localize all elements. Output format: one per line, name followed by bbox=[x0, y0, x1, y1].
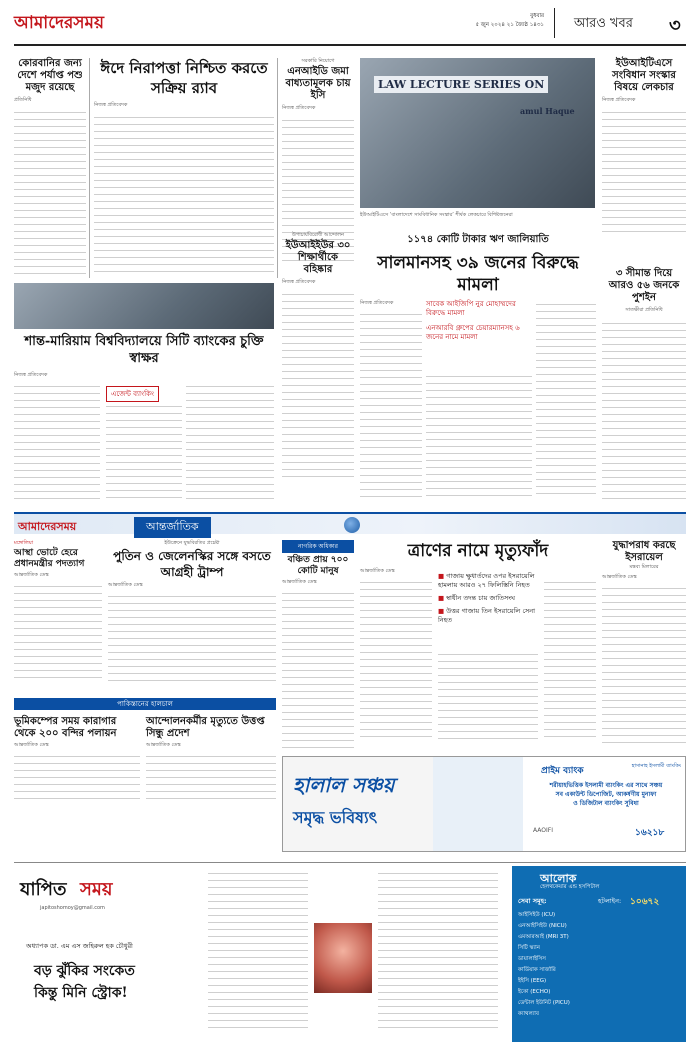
body bbox=[14, 752, 140, 804]
story-uits bbox=[602, 58, 686, 268]
alok-service-label: সেবা সমূহ: bbox=[518, 897, 547, 905]
body bbox=[602, 108, 686, 238]
masthead bbox=[14, 8, 686, 44]
ad-halal-mid bbox=[433, 757, 523, 851]
subhead: মন্তব্য মিলারের bbox=[629, 564, 659, 570]
ad-title: হালাল সঞ্চয় bbox=[293, 773, 395, 797]
health-headline-2: কিন্তু মিনি স্ট্রোক! bbox=[34, 985, 128, 1001]
photo-name: amul Haque bbox=[520, 106, 575, 116]
story-border bbox=[602, 268, 686, 498]
byline: আন্তর্জাতিক ডেস্ক bbox=[282, 579, 317, 585]
byline: আন্তর্জাতিক ডেস্ক bbox=[108, 582, 143, 588]
headline: ভূমিকম্পের সময় কারাগার থেকে ২০০ বন্দির পলায়ন bbox=[14, 716, 117, 739]
story-sindh bbox=[146, 716, 276, 808]
story-rab bbox=[94, 58, 274, 278]
headline: ৩ সীমান্ত দিয়ে আরও ৫৬ জনকে পুশইন bbox=[608, 268, 680, 303]
kicker: সরকারি নিয়োগে bbox=[301, 58, 335, 64]
body bbox=[14, 108, 86, 278]
body bbox=[282, 290, 354, 480]
health-logo-1: যাপিত bbox=[20, 879, 67, 900]
headline: ঈদে নিরাপত্তা নিশ্চিত করতে সক্রিয় র‌্যাব bbox=[100, 59, 268, 97]
byline: নিজস্ব প্রতিবেদক bbox=[94, 102, 128, 108]
photo-banner: LAW LECTURE SERIES ON bbox=[374, 76, 548, 93]
ad-halal[interactable] bbox=[282, 756, 686, 852]
photo-city-bank bbox=[14, 283, 274, 329]
kicker: উপাচার্যবিরোধী আন্দোলন bbox=[291, 232, 345, 238]
body-mid bbox=[426, 372, 532, 500]
body-right bbox=[544, 578, 596, 743]
alok-hotline-label: হটলাইন: bbox=[598, 897, 622, 905]
headline: সালমানসহ ৩৯ জনের বিরুদ্ধে মামলা bbox=[377, 253, 579, 295]
alok-brand-sub: হেলথকেয়ার এন্ড হসপিটাল bbox=[540, 884, 600, 890]
kicker: মঙ্গোলিয়া bbox=[14, 540, 34, 546]
intl-label: আন্তর্জাতিক bbox=[134, 517, 211, 538]
headline: আস্থা ভোটে হেরে প্রধানমন্ত্রীর পদত্যাগ bbox=[14, 548, 85, 569]
photo-lecture bbox=[360, 58, 595, 208]
body-left bbox=[14, 382, 100, 502]
ad-bank: প্রাইম ব্যাংক bbox=[541, 766, 584, 776]
body bbox=[282, 589, 354, 749]
headline: বঞ্চিত প্রায় ৭০০ কোটি মানুষ bbox=[287, 555, 349, 576]
photo-caption: ইউআইটিএসে ‘বাংলাদেশে সাংবিধানিক সংস্কার’ শীর্ষক লেকচারে বিশিষ্টজনেরা bbox=[360, 212, 513, 218]
pullquote-1: সাবেক আইজিপি নুর মোহাম্মদের বিরুদ্ধে মামলা bbox=[426, 300, 516, 317]
body bbox=[14, 582, 102, 682]
body-left bbox=[360, 578, 432, 743]
alok-hotline: ১০৬৭২ bbox=[630, 897, 660, 907]
headline: ইউআইইউর ৩০ শিক্ষার্থীকে বহিষ্কার bbox=[285, 240, 351, 275]
gaza-bullets bbox=[438, 572, 538, 625]
story-iiuc bbox=[282, 232, 354, 507]
health-headline-1: বড় ঝুঁকির সংকেত bbox=[34, 963, 135, 979]
body bbox=[602, 584, 686, 744]
page-number: ৩ bbox=[669, 15, 681, 36]
pak-band: পাকিস্তানের হালচাল bbox=[14, 698, 276, 710]
story-warcrime bbox=[602, 540, 686, 750]
body bbox=[602, 319, 686, 499]
health-logo-2: সময় bbox=[80, 879, 113, 900]
ad-subtitle: সমৃদ্ধ ভবিষ্যৎ bbox=[293, 808, 378, 827]
headline: যুদ্ধাপরাধ করছে ইসরায়েল bbox=[612, 540, 676, 563]
story-trump bbox=[108, 540, 276, 692]
section-label: আরও খবর bbox=[574, 16, 633, 31]
intl-band bbox=[14, 512, 686, 534]
headline: ইউআইটিএসে সংবিধান সংস্কার বিষয়ে লেকচার bbox=[612, 58, 676, 93]
alok-services: আইসিইউ (ICU) এনআইসিইউ (NICU) এমআরআই (MRI 3T) সিটি স্ক্যান ডায়ালাইসিস কার্ডিয়াক সার্জারি ইইসি (EEG) ইকো (ECHO) ডেন্টাল ইউনিট (PICU) ক্যাথল্যাব bbox=[518, 912, 570, 1017]
byline: সাতক্ষীরা প্রতিনিধি bbox=[625, 307, 663, 313]
kicker: ইউক্রেনে যুদ্ধবিরতির প্রচেষ্টা bbox=[164, 540, 220, 546]
bullet-2: ■ ম্বাধীন তদন্ত চায় জাতিসংঘ bbox=[438, 594, 516, 602]
bullet-1: ■ গাজায় ক্ষুধার্তদের ওপর ইসরায়েলি হামলায় আরও ২৭ ফিলিস্তিনি নিহত bbox=[438, 572, 535, 589]
headline: কোরবানির জন্য দেশে পর্যাপ্ত পশু মজুদ রয়েছে bbox=[17, 58, 83, 93]
body-left bbox=[360, 310, 422, 500]
body-mid bbox=[438, 650, 538, 743]
intl-logo: আমাদেরসময় bbox=[18, 520, 77, 533]
globe-icon bbox=[344, 517, 360, 533]
masthead-logo: আমাদেরসময় bbox=[14, 13, 104, 33]
ad-hotline: ১৬২১৮ bbox=[635, 828, 665, 838]
ad-bank-sub: হাসানাহ ইসলামী ব্যাংকিং bbox=[631, 763, 681, 769]
byline: নিজস্ব প্রতিবেদক bbox=[282, 105, 316, 111]
bullet-3: ■ উত্তর গাজায় তিন ইসরায়েলি সেনা নিহত bbox=[438, 607, 536, 624]
kicker: নাগরিক অধিকার bbox=[282, 540, 354, 553]
kicker: ১১৭৪ কোটি টাকার ঋণ জালিয়াতি bbox=[407, 234, 549, 245]
health-email: japitoshomoy@gmail.com bbox=[40, 905, 105, 911]
ad-taglines: শরীয়াহভিত্তিক ইসলামী ব্যাংকিং এর সাথে সঞ্চয় সব একাউন্ট ডিপোজিট, আকর্ষণীয় মুনাফা ও ডিজিটাল ব্যাংকিং সুবিধা bbox=[549, 782, 663, 807]
body-mid bbox=[106, 402, 182, 502]
health-body-2 bbox=[378, 869, 498, 1034]
ad-aaoifi: AAOIFI bbox=[533, 827, 553, 834]
story-mongolia bbox=[14, 540, 102, 692]
byline: নিজস্ব প্রতিবেদক bbox=[14, 372, 48, 378]
masthead-date: বুধবার ৫ জুন ২০২৪ ২১ জ্যৈষ্ঠ ১৪৩১ bbox=[475, 13, 544, 28]
headline: পুতিন ও জেলেনস্কির সঙ্গে বসতে আগ্রহী ট্রাম্প bbox=[113, 549, 271, 579]
headline: এনআইডি জমা বাধ্যতামূলক চায় ইসি bbox=[285, 66, 351, 101]
pullquote-2: এনআরবি গ্রুপের চেয়ারম্যানসহ ৬ জনের নামে মামলা bbox=[426, 324, 520, 341]
body bbox=[146, 752, 276, 804]
headline: আন্দোলনকর্মীর মৃত্যুতে উত্তপ্ত সিন্ধু প্রদেশ bbox=[146, 716, 265, 739]
body-right bbox=[186, 382, 274, 502]
health-body-1 bbox=[208, 869, 308, 1034]
health-author: অধ্যাপক ডা. এম এস জহিরুল হক চৌধুরী bbox=[26, 942, 133, 950]
byline: আন্তর্জাতিক ডেস্ক bbox=[14, 572, 49, 578]
ad-halal-left bbox=[283, 757, 433, 851]
byline: নিজস্ব প্রতিবেদক bbox=[282, 279, 316, 285]
byline: আন্তর্জাতিক ডেস্ক bbox=[146, 742, 181, 748]
byline: আন্তর্জাতিক ডেস্ক bbox=[14, 742, 49, 748]
body bbox=[94, 113, 274, 273]
health-header bbox=[14, 869, 192, 929]
story-prison bbox=[14, 716, 140, 808]
story-city bbox=[14, 372, 274, 507]
headline: ত্রাণের নামে মৃত্যুফাঁদ bbox=[407, 541, 549, 561]
kicker-badge: এজেন্ট ব্যাংকিং bbox=[106, 386, 159, 402]
alok-brand: আলোক bbox=[540, 872, 577, 885]
story-city-headline: শান্ত-মারিয়াম বিশ্ববিদ্যালয়ে সিটি ব্যাংকের চুক্তি স্বাক্ষর bbox=[24, 334, 264, 366]
byline: নিজস্ব প্রতিবেদক bbox=[602, 97, 636, 103]
story-salman bbox=[360, 232, 596, 507]
body-right bbox=[536, 300, 596, 500]
byline: আন্তর্জাতিক ডেস্ক bbox=[360, 568, 395, 574]
body bbox=[108, 592, 276, 687]
byline: নিজস্ব প্রতিবেদক bbox=[360, 300, 394, 306]
health-illustration bbox=[314, 923, 372, 993]
ad-alok[interactable] bbox=[512, 866, 686, 1042]
byline: আন্তর্জাতিক ডেস্ক bbox=[602, 574, 637, 580]
byline: প্রতিনিধি bbox=[14, 97, 32, 103]
story-gaza bbox=[360, 540, 596, 750]
story-rights bbox=[282, 540, 354, 750]
story-korbani bbox=[14, 58, 86, 278]
